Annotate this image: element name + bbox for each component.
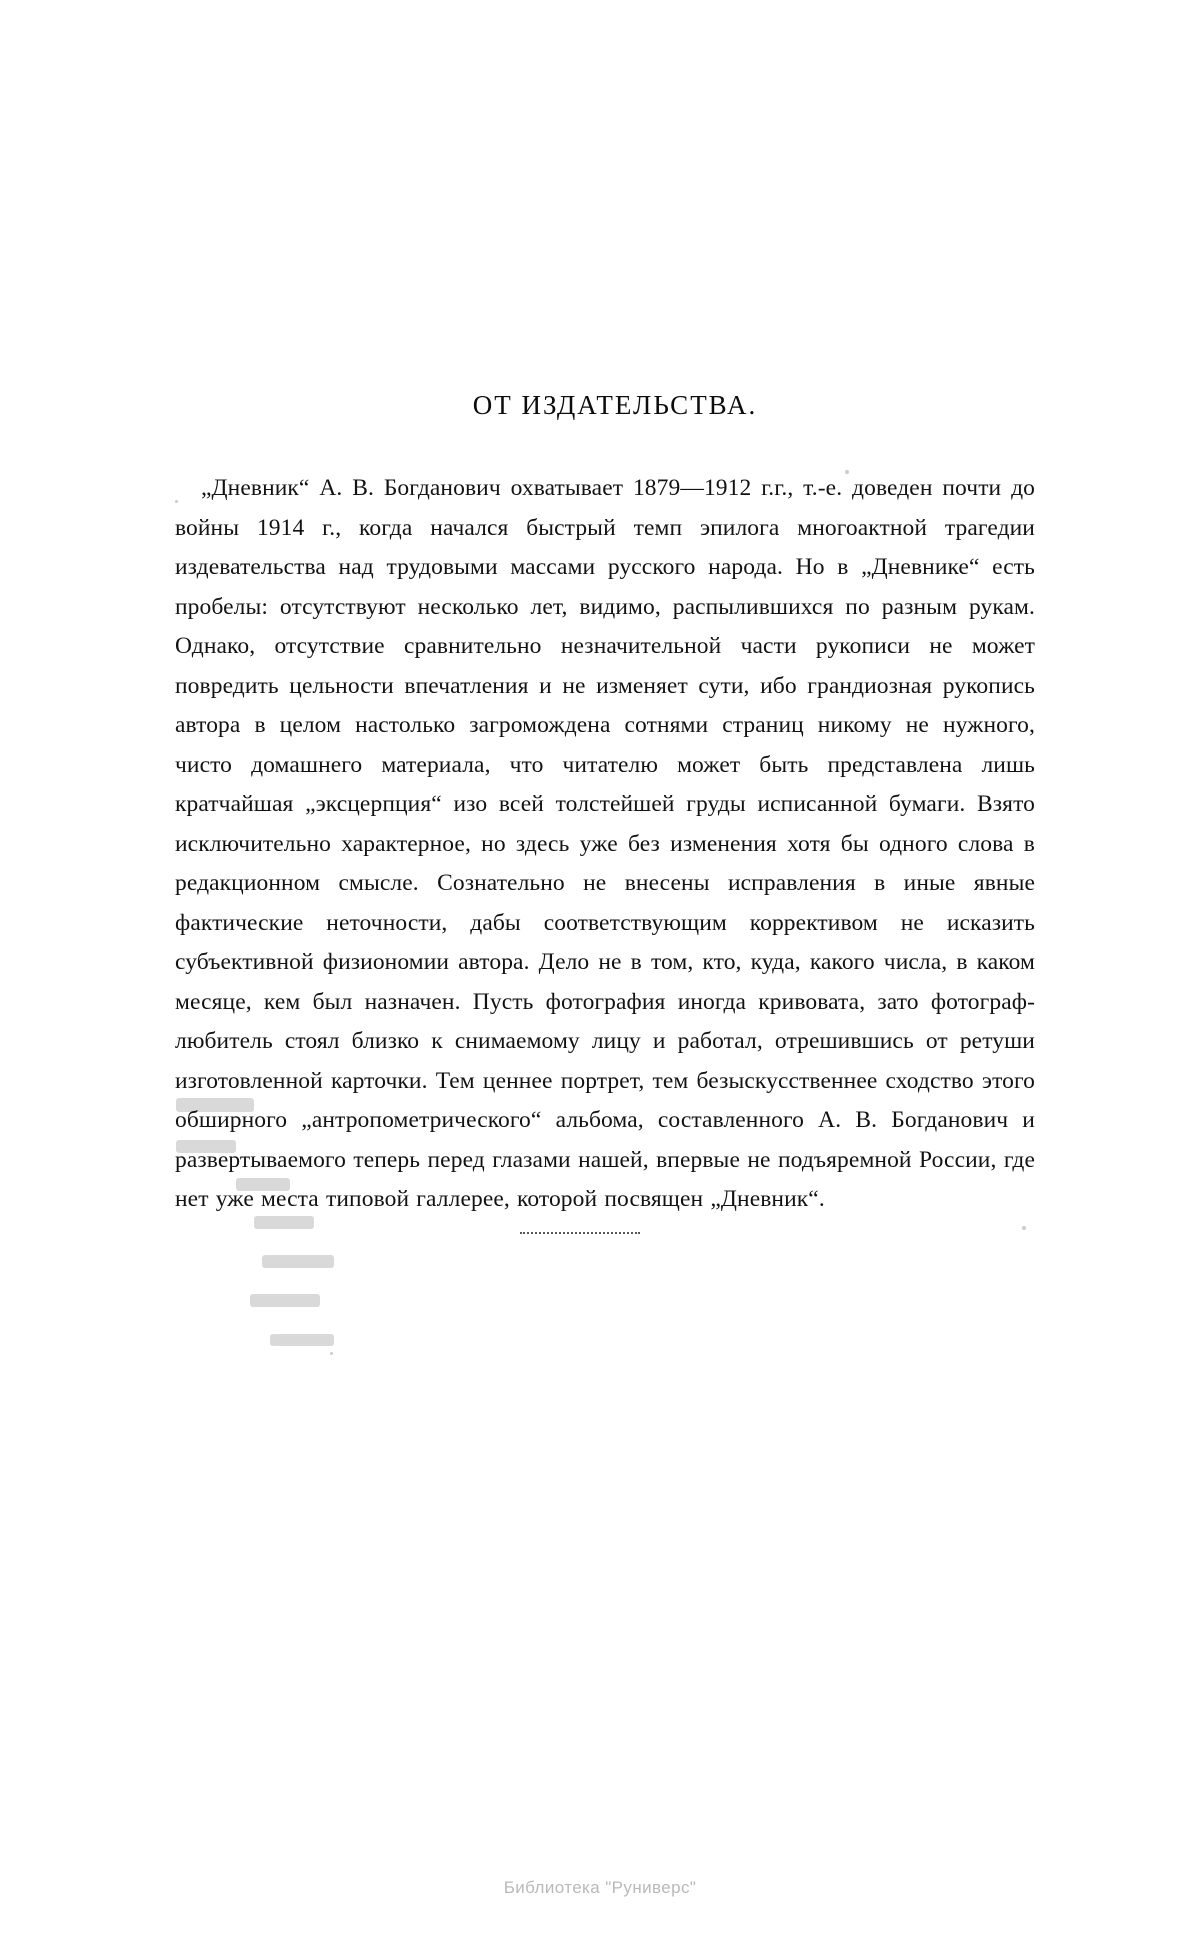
scan-smudge [270, 1334, 334, 1346]
section-divider [520, 1232, 640, 1234]
scan-smudge [262, 1255, 334, 1268]
scan-smudge [176, 1140, 236, 1153]
scan-speck [175, 500, 178, 503]
scan-smudge [254, 1216, 314, 1229]
scan-smudge [236, 1178, 290, 1191]
scan-speck [1022, 1226, 1026, 1230]
scan-smudge [176, 1098, 254, 1112]
body-paragraph: „Дневник“ А. В. Богданович охватывает 1879—1912 г.г., т.-е. доведен почти до войны 1914 г., когда начался быстрый темп эпилога многоактной трагедии издевательства над трудовыми массами русского народа. Но в „Дневнике“ есть пробелы: отсутствуют несколько лет, видимо, распылившихся по разным рукам. Однако, отсутствие сравнительно незначительной части рукописи не может повредить цельности впечатления и не изменяет сути, ибо грандиозная рукопись автора в целом настолько загромождена сотнями страниц никому не нужного, чисто домашнего материала, что читателю может быть представлена лишь кратчайшая „эксцерпция“ изо всей толстейшей груды исписанной бумаги. Взято исключительно характерное, но здесь уже без изменения хотя бы одного слова в редакционном смысле. Сознательно не внесены исправления в иные явные фактические неточности, дабы соответствующим коррективом не исказить субъективной физиономии автора. Дело не в том, кто, куда, какого числа, в каком месяце, кем был назначен. Пусть фотография иногда кривовата, зато фотограф-любитель стоял близко к снимаемому лицу и работал, отрешившись от ретуши изготовленной карточки. Тем ценнее портрет, тем безыскусственнее сходство этого обширного „антропометрического“ альбома, составленного А. В. Богданович и развертываемого теперь перед глазами нашей, впервые не подъяремной России, где нет уже места типовой галлерее, которой посвящен „Дневник“. [175, 475, 1035, 1212]
scan-speck [330, 1352, 333, 1355]
scan-speck [845, 470, 849, 474]
page-title: ОТ ИЗДАТЕЛЬСТВА. [472, 390, 758, 420]
page-content [175, 390, 1035, 1243]
footer-watermark: Библиотека "Руниверс" [503, 1878, 697, 1897]
scan-smudge [250, 1294, 320, 1307]
